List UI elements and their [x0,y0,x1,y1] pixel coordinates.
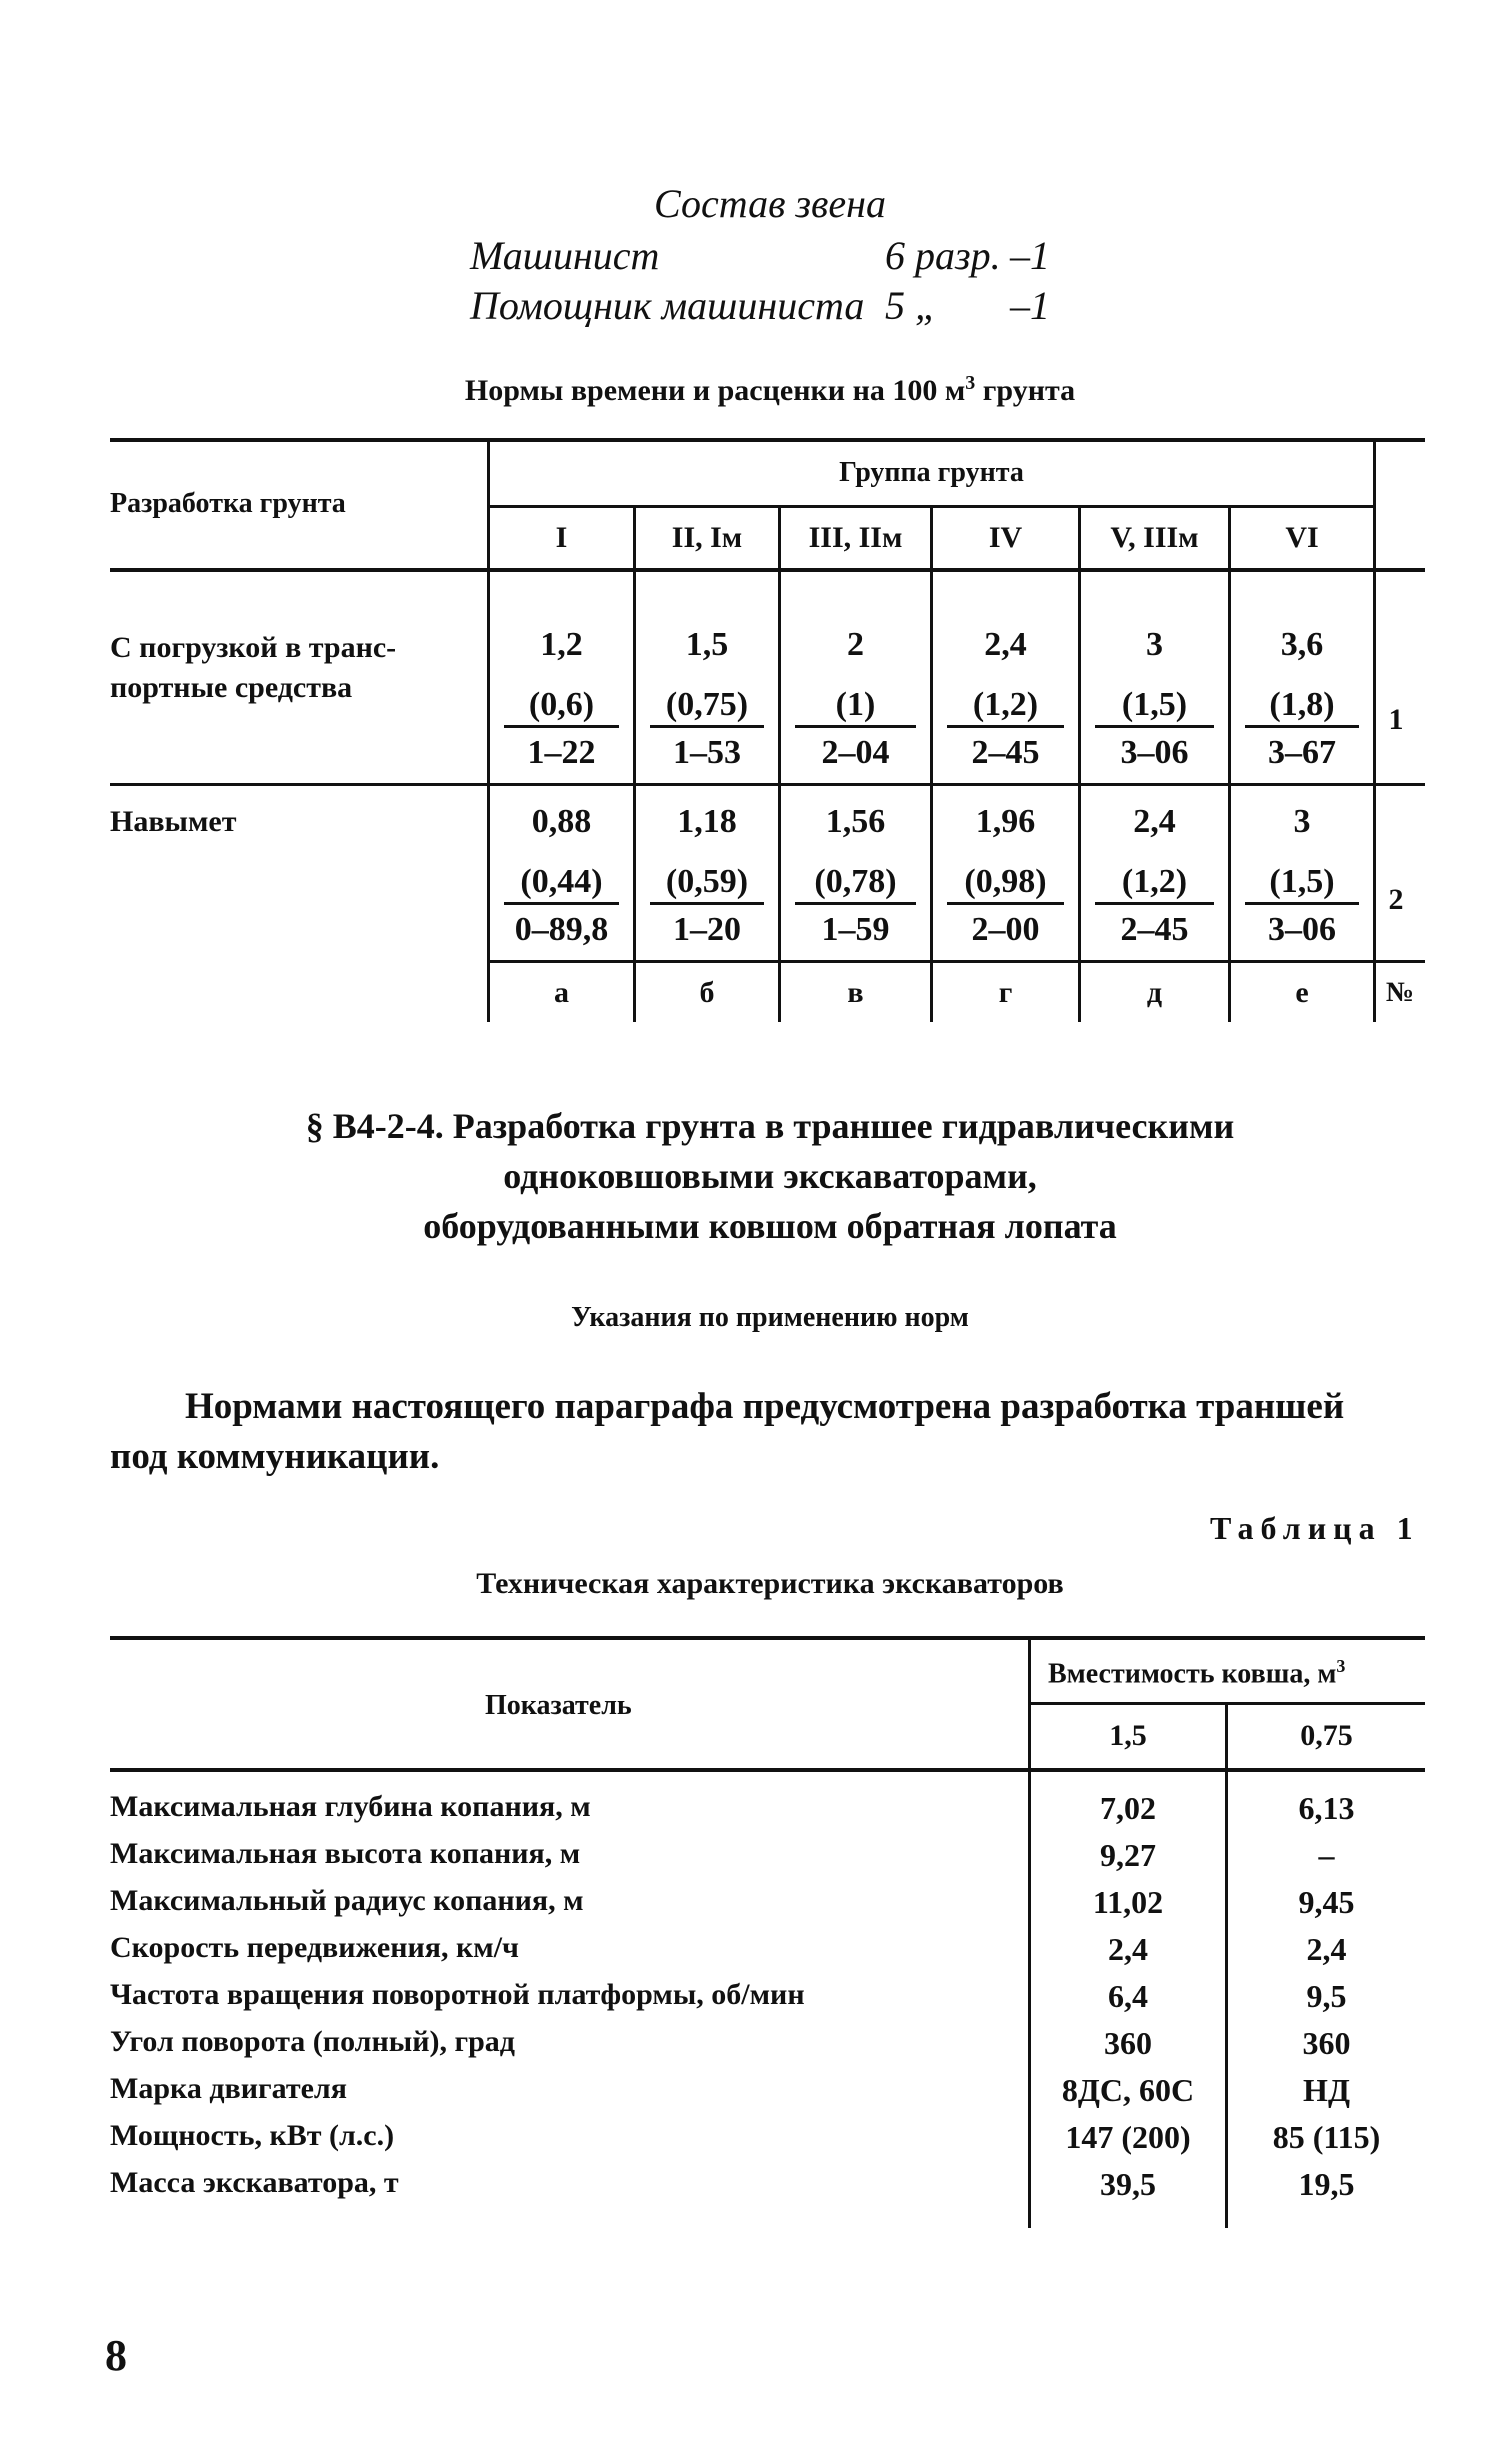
crew-title: Состав звена [653,181,886,226]
norm-machine-time: (0,6) [528,686,595,723]
norms-footer-letter: б [699,976,715,1009]
norm-time: 0,88 [531,803,592,840]
norms-group-header: Группа грунта [839,457,1024,488]
spec-row-value-2: 6,13 [1298,1790,1355,1826]
fraction-bar [1095,725,1214,728]
norm-time: 2,4 [984,626,1027,663]
norms-footer-letter: в [847,976,864,1009]
section-paragraph-line-2: под коммуникации. [110,1436,440,1477]
norm-price: 3–67 [1268,734,1336,771]
norms-footer-letter: г [998,976,1013,1009]
spec-row-label: Максимальная высота копания, м [110,1837,581,1870]
norms-row-label-1: С погрузкой в транс- портные средства [110,631,397,704]
section-title-line-3: оборудованными ковшом обратная лопата [423,1206,1117,1246]
norms-col-header: VI [1285,521,1319,554]
norm-machine-time: (1,5) [1121,686,1188,723]
fraction-bar [504,902,619,905]
spec-row-value-2: НД [1303,2072,1350,2108]
norm-machine-time: (0,78) [814,863,897,900]
norms-footer-letter: е [1295,976,1309,1009]
fraction-bar [650,725,764,728]
spec-row-label: Максимальная глубина копания, м [110,1790,591,1823]
section-title-line-2: одноковшовыми экскаваторами, [503,1156,1037,1196]
spec-row-value-1: 360 [1104,2025,1152,2061]
table-label: Таблица 1 [1210,1510,1420,1546]
norms-row-header: Разработка грунта [110,488,346,519]
norm-price: 2–45 [1120,911,1189,948]
spec-col-group [1048,1656,1345,1690]
section-title-line-1: § В4-2-4. Разработка грунта в траншее гидравлическими [305,1106,1235,1146]
norm-price: 2–00 [971,911,1040,948]
norm-time: 1,96 [975,803,1036,840]
spec-row-label: Мощность, кВт (л.с.) [110,2119,395,2152]
norm-machine-time: (1,8) [1269,686,1335,723]
spec-row-value-1: 147 (200) [1065,2119,1191,2155]
norm-machine-time: (1,5) [1269,863,1335,900]
spec-row-value-1: 11,02 [1092,1884,1164,1920]
fraction-bar [1245,902,1359,905]
norms-col-header: III, IIм [808,521,903,554]
norm-machine-time: (1,2) [972,686,1039,723]
spec-row-value-1: 8ДС, 60С [1061,2072,1195,2108]
spec-row-label: Угол поворота (полный), град [110,2025,515,2058]
norms-footer-letter: а [554,976,569,1009]
norm-machine-time: (0,59) [665,863,749,900]
fraction-bar [650,902,764,905]
norm-price: 3–06 [1120,734,1189,771]
norm-time: 1,18 [677,803,737,840]
norm-time: 3 [1146,626,1163,663]
spec-col-value-2: 0,75 [1300,1719,1353,1752]
spec-col-indicator: Показатель [485,1690,632,1721]
norms-footer-rule [488,960,1425,963]
norm-price: 2–04 [821,734,890,771]
norm-price: 1–59 [821,911,890,948]
spec-row-value-1: 39,5 [1100,2166,1156,2202]
norms-footer-no: № [1385,977,1415,1008]
norm-price: 1–20 [673,911,741,948]
norm-time: 3,6 [1280,626,1324,663]
norm-time: 1,56 [825,803,886,840]
fraction-bar [1095,902,1214,905]
norm-price: 0–89,8 [514,911,609,948]
norms-col-header: II, Iм [671,521,743,554]
norm-price: 1–53 [673,734,741,771]
crew-grade-2: 5 „ [885,283,938,328]
norm-machine-time: (0,75) [665,686,749,723]
fraction-bar [795,725,916,728]
spec-row-value-1: 7,02 [1100,1790,1156,1826]
norm-price: 1–22 [527,734,596,771]
spec-row-label: Максимальный радиус копания, м [110,1884,584,1917]
norm-time: 1,5 [685,626,729,663]
norms-col-header: V, IIIм [1110,521,1199,554]
crew-grade-1: 6 разр. [885,233,1001,278]
section-subheading: Указания по применению норм [571,1302,969,1333]
page-number: 8 [105,2331,127,2380]
spec-row-value-2: 19,5 [1298,2166,1355,2202]
fraction-bar [795,902,916,905]
norms-row-number-1: 1 [1388,703,1404,736]
norm-price: 2–45 [971,734,1040,771]
norms-col-header: IV [988,521,1023,554]
crew-count-2: –1 [1010,283,1050,328]
spec-row-value-2: 9,45 [1298,1884,1355,1920]
spec-row-value-2: 9,5 [1306,1978,1347,2014]
caption-suffix: грунта [975,374,1076,407]
norm-price: 3–06 [1268,911,1336,948]
spec-col-value-1: 1,5 [1109,1719,1147,1752]
fraction-bar [504,725,619,728]
spec-row-label: Марка двигателя [110,2072,347,2105]
spec-col-group-sup: 3 [1336,1656,1346,1676]
spec-row-value-1: 6,4 [1108,1978,1148,2014]
fraction-bar [947,902,1064,905]
caption-text: Нормы времени и расценки на 100 м [464,374,966,407]
spec-row-value-2: 360 [1302,2025,1351,2061]
norm-machine-time: (0,44) [520,863,603,900]
crew-count-1: –1 [1010,233,1050,278]
spec-row-label: Частота вращения поворотной платформы, об/мин [110,1978,805,2011]
norms-row-label-2: Навымет [110,805,237,838]
norm-time: 2 [847,626,864,663]
section-paragraph-line-1: Нормами настоящего параграфа предусмотрена разработка траншей [185,1386,1345,1427]
fraction-bar [947,725,1064,728]
spec-row-value-2: – [1318,1837,1335,1873]
spec-col-group-text: Вместимость ковша, м [1048,1658,1337,1690]
spec-row-label: Скорость передвижения, км/ч [110,1931,519,1964]
fraction-bar [1245,725,1359,728]
crew-role-1: Машинист [470,233,660,278]
spec-row-value-1: 2,4 [1108,1931,1148,1967]
norm-machine-time: (1) [835,686,876,723]
norms-footer-letter: д [1146,976,1163,1009]
caption-sup: 3 [965,372,976,394]
norm-machine-time: (1,2) [1121,863,1188,900]
spec-row-value-1: 9,27 [1100,1837,1156,1873]
spec-row-label: Масса экскаватора, т [110,2166,399,2199]
norm-time: 2,4 [1133,803,1176,840]
norm-time: 3 [1293,803,1311,840]
spec-row-value-2: 85 (115) [1272,2119,1381,2155]
spec-row-value-2: 2,4 [1306,1931,1347,1967]
crew-role-2: Помощник машиниста [470,283,865,328]
spec-table-caption: Техническая характеристика экскаваторов [476,1567,1064,1600]
norm-time: 1,2 [540,626,583,663]
norm-machine-time: (0,98) [964,863,1047,900]
spec-top-rule [110,1636,1425,1640]
norms-table-caption [0,372,1490,408]
norms-row-number-2: 2 [1388,883,1404,916]
norms-col-header: I [555,521,568,554]
